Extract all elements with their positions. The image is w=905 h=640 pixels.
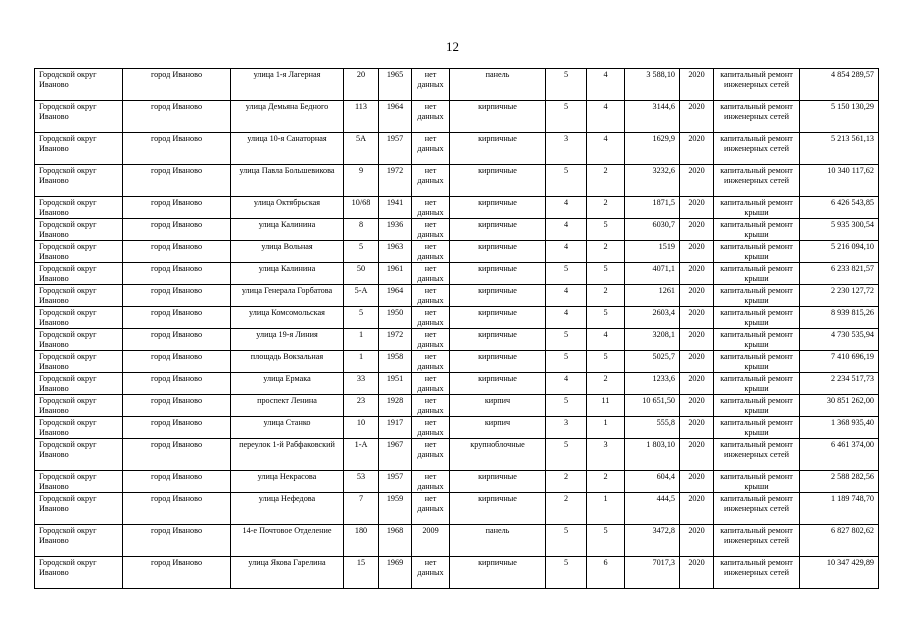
cell-work: капитальный ремонт инженерных сетей xyxy=(714,69,800,101)
cell-work-year: 2020 xyxy=(680,197,714,219)
cell-okrug: Городской округ Иваново xyxy=(35,165,123,197)
cell-street: улица 1-я Лагерная xyxy=(231,69,344,101)
cell-street: улица 10-я Санаторная xyxy=(231,133,344,165)
cell-year: 1959 xyxy=(379,493,412,525)
cell-area: 2603,4 xyxy=(625,307,680,329)
cell-house: 8 xyxy=(344,219,379,241)
cell-okrug: Городской округ Иваново xyxy=(35,525,123,557)
cell-area: 10 651,50 xyxy=(625,395,680,417)
cell-floors: 3 xyxy=(546,417,587,439)
cell-year: 1967 xyxy=(379,439,412,471)
cell-city: город Иваново xyxy=(123,439,231,471)
cell-house: 180 xyxy=(344,525,379,557)
cell-cost: 8 939 815,26 xyxy=(800,307,879,329)
cell-street: улица Калинина xyxy=(231,219,344,241)
cell-floors: 5 xyxy=(546,329,587,351)
table-row xyxy=(35,493,879,525)
cell-year2: нет данных xyxy=(412,373,450,395)
cell-year: 1972 xyxy=(379,329,412,351)
cell-year2: нет данных xyxy=(412,101,450,133)
cell-work: капитальный ремонт крыши xyxy=(714,197,800,219)
cell-material: кирпич xyxy=(450,395,546,417)
cell-street: улица Вольная xyxy=(231,241,344,263)
page-number: 12 xyxy=(446,39,459,54)
cell-city: город Иваново xyxy=(123,219,231,241)
cell-cost: 6 426 543,85 xyxy=(800,197,879,219)
cell-street: площадь Вокзальная xyxy=(231,351,344,373)
cell-work-year: 2020 xyxy=(680,101,714,133)
cell-floors: 5 xyxy=(546,351,587,373)
cell-house: 5А xyxy=(344,133,379,165)
cell-city: город Иваново xyxy=(123,263,231,285)
cell-work-year: 2020 xyxy=(680,417,714,439)
cell-city: город Иваново xyxy=(123,197,231,219)
cell-floors: 2 xyxy=(546,471,587,493)
table-row xyxy=(35,329,879,351)
cell-floors: 5 xyxy=(546,263,587,285)
cell-area: 604,4 xyxy=(625,471,680,493)
cell-cost: 6 233 821,57 xyxy=(800,263,879,285)
cell-work: капитальный ремонт инженерных сетей xyxy=(714,133,800,165)
cell-entrances: 4 xyxy=(587,329,625,351)
cell-area: 1 803,10 xyxy=(625,439,680,471)
cell-city: город Иваново xyxy=(123,395,231,417)
cell-street: улица Павла Большевикова xyxy=(231,165,344,197)
cell-okrug: Городской округ Иваново xyxy=(35,241,123,263)
cell-year: 1917 xyxy=(379,417,412,439)
cell-okrug: Городской округ Иваново xyxy=(35,285,123,307)
cell-okrug: Городской округ Иваново xyxy=(35,395,123,417)
table-row xyxy=(35,525,879,557)
cell-city: город Иваново xyxy=(123,525,231,557)
cell-street: 14-е Почтовое Отделение xyxy=(231,525,344,557)
cell-cost: 5 935 300,54 xyxy=(800,219,879,241)
cell-okrug: Городской округ Иваново xyxy=(35,439,123,471)
cell-city: город Иваново xyxy=(123,165,231,197)
cell-year2: нет данных xyxy=(412,329,450,351)
cell-entrances: 2 xyxy=(587,241,625,263)
cell-street: проспект Ленина xyxy=(231,395,344,417)
cell-area: 7017,3 xyxy=(625,557,680,589)
cell-city: город Иваново xyxy=(123,493,231,525)
cell-house: 10/68 xyxy=(344,197,379,219)
cell-house: 5 xyxy=(344,241,379,263)
cell-year2: нет данных xyxy=(412,351,450,373)
cell-entrances: 1 xyxy=(587,493,625,525)
cell-cost: 2 588 282,56 xyxy=(800,471,879,493)
cell-material: кирпичные xyxy=(450,373,546,395)
table-row xyxy=(35,241,879,263)
cell-street: улица 19-я Линия xyxy=(231,329,344,351)
cell-entrances: 3 xyxy=(587,439,625,471)
cell-cost: 5 213 561,13 xyxy=(800,133,879,165)
cell-street: улица Якова Гарелина xyxy=(231,557,344,589)
cell-area: 1233,6 xyxy=(625,373,680,395)
cell-floors: 4 xyxy=(546,307,587,329)
cell-work-year: 2020 xyxy=(680,285,714,307)
cell-house: 23 xyxy=(344,395,379,417)
cell-material: кирпич xyxy=(450,417,546,439)
cell-cost: 4 730 535,94 xyxy=(800,329,879,351)
cell-entrances: 4 xyxy=(587,101,625,133)
cell-material: кирпичные xyxy=(450,133,546,165)
cell-material: панель xyxy=(450,69,546,101)
cell-area: 5025,7 xyxy=(625,351,680,373)
cell-entrances: 4 xyxy=(587,69,625,101)
cell-work: капитальный ремонт крыши xyxy=(714,219,800,241)
cell-street: улица Октябрьская xyxy=(231,197,344,219)
cell-house: 1 xyxy=(344,329,379,351)
cell-okrug: Городской округ Иваново xyxy=(35,373,123,395)
cell-entrances: 5 xyxy=(587,219,625,241)
cell-street: улица Генерала Горбатова xyxy=(231,285,344,307)
cell-floors: 4 xyxy=(546,241,587,263)
cell-street: улица Ермака xyxy=(231,373,344,395)
cell-okrug: Городской округ Иваново xyxy=(35,69,123,101)
cell-entrances: 6 xyxy=(587,557,625,589)
cell-work-year: 2020 xyxy=(680,557,714,589)
cell-city: город Иваново xyxy=(123,351,231,373)
cell-cost: 5 150 130,29 xyxy=(800,101,879,133)
cell-year: 1957 xyxy=(379,133,412,165)
cell-house: 1 xyxy=(344,351,379,373)
cell-area: 3208,1 xyxy=(625,329,680,351)
cell-work: капитальный ремонт крыши xyxy=(714,373,800,395)
cell-street: улица Некрасова xyxy=(231,471,344,493)
cell-material: кирпичные xyxy=(450,285,546,307)
cell-floors: 5 xyxy=(546,557,587,589)
cell-cost: 30 851 262,00 xyxy=(800,395,879,417)
cell-work-year: 2020 xyxy=(680,471,714,493)
table-row xyxy=(35,197,879,219)
table-row xyxy=(35,373,879,395)
cell-house: 1-А xyxy=(344,439,379,471)
cell-work: капитальный ремонт инженерных сетей xyxy=(714,557,800,589)
cell-area: 444,5 xyxy=(625,493,680,525)
table-row xyxy=(35,219,879,241)
cell-house: 15 xyxy=(344,557,379,589)
cell-entrances: 1 xyxy=(587,417,625,439)
cell-house: 9 xyxy=(344,165,379,197)
cell-okrug: Городской округ Иваново xyxy=(35,307,123,329)
cell-entrances: 5 xyxy=(587,307,625,329)
cell-material: кирпичные xyxy=(450,263,546,285)
cell-material: крупноблочные xyxy=(450,439,546,471)
cell-floors: 4 xyxy=(546,219,587,241)
table-row xyxy=(35,285,879,307)
cell-area: 3472,8 xyxy=(625,525,680,557)
table-row xyxy=(35,101,879,133)
cell-material: кирпичные xyxy=(450,241,546,263)
cell-floors: 4 xyxy=(546,285,587,307)
cell-entrances: 2 xyxy=(587,197,625,219)
cell-year: 1936 xyxy=(379,219,412,241)
table-row xyxy=(35,439,879,471)
cell-year: 1928 xyxy=(379,395,412,417)
cell-year: 1964 xyxy=(379,101,412,133)
cell-city: город Иваново xyxy=(123,101,231,133)
cell-floors: 5 xyxy=(546,395,587,417)
cell-area: 555,8 xyxy=(625,417,680,439)
cell-material: кирпичные xyxy=(450,197,546,219)
capital-repair-table xyxy=(34,68,879,589)
cell-okrug: Городской округ Иваново xyxy=(35,557,123,589)
table-row xyxy=(35,471,879,493)
cell-material: кирпичные xyxy=(450,329,546,351)
cell-okrug: Городской округ Иваново xyxy=(35,471,123,493)
cell-work-year: 2020 xyxy=(680,395,714,417)
cell-work: капитальный ремонт крыши xyxy=(714,285,800,307)
cell-work: капитальный ремонт крыши xyxy=(714,241,800,263)
cell-work: капитальный ремонт крыши xyxy=(714,307,800,329)
cell-work-year: 2020 xyxy=(680,329,714,351)
cell-material: кирпичные xyxy=(450,351,546,373)
table-row xyxy=(35,395,879,417)
cell-floors: 2 xyxy=(546,493,587,525)
table-row xyxy=(35,417,879,439)
cell-year: 1961 xyxy=(379,263,412,285)
cell-entrances: 2 xyxy=(587,373,625,395)
cell-work-year: 2020 xyxy=(680,373,714,395)
cell-area: 1261 xyxy=(625,285,680,307)
cell-material: кирпичные xyxy=(450,471,546,493)
cell-cost: 1 189 748,70 xyxy=(800,493,879,525)
cell-cost: 4 854 289,57 xyxy=(800,69,879,101)
table-row xyxy=(35,263,879,285)
cell-area: 1629,9 xyxy=(625,133,680,165)
cell-work-year: 2020 xyxy=(680,165,714,197)
cell-work: капитальный ремонт крыши xyxy=(714,351,800,373)
cell-house: 5-А xyxy=(344,285,379,307)
cell-okrug: Городской округ Иваново xyxy=(35,197,123,219)
cell-city: город Иваново xyxy=(123,557,231,589)
cell-work-year: 2020 xyxy=(680,263,714,285)
cell-year2: нет данных xyxy=(412,197,450,219)
cell-year2: нет данных xyxy=(412,285,450,307)
cell-year: 1941 xyxy=(379,197,412,219)
cell-year2: нет данных xyxy=(412,471,450,493)
cell-year2: нет данных xyxy=(412,307,450,329)
cell-year: 1972 xyxy=(379,165,412,197)
cell-street: переулок 1-й Рабфаковский xyxy=(231,439,344,471)
cell-floors: 4 xyxy=(546,197,587,219)
cell-year2: нет данных xyxy=(412,557,450,589)
cell-city: город Иваново xyxy=(123,133,231,165)
cell-okrug: Городской округ Иваново xyxy=(35,133,123,165)
cell-house: 53 xyxy=(344,471,379,493)
cell-work: капитальный ремонт инженерных сетей xyxy=(714,101,800,133)
cell-city: город Иваново xyxy=(123,417,231,439)
cell-street: улица Калинина xyxy=(231,263,344,285)
cell-street: улица Демьяна Бедного xyxy=(231,101,344,133)
table-row xyxy=(35,351,879,373)
cell-year: 1950 xyxy=(379,307,412,329)
cell-year2: нет данных xyxy=(412,133,450,165)
cell-material: панель xyxy=(450,525,546,557)
cell-work: капитальный ремонт инженерных сетей xyxy=(714,165,800,197)
cell-area: 1871,5 xyxy=(625,197,680,219)
cell-year2: нет данных xyxy=(412,263,450,285)
cell-city: город Иваново xyxy=(123,373,231,395)
cell-cost: 6 461 374,00 xyxy=(800,439,879,471)
cell-okrug: Городской округ Иваново xyxy=(35,101,123,133)
cell-floors: 5 xyxy=(546,439,587,471)
cell-area: 3232,6 xyxy=(625,165,680,197)
cell-material: кирпичные xyxy=(450,219,546,241)
cell-house: 5 xyxy=(344,307,379,329)
table-row xyxy=(35,307,879,329)
cell-house: 20 xyxy=(344,69,379,101)
cell-year: 1963 xyxy=(379,241,412,263)
cell-entrances: 2 xyxy=(587,285,625,307)
cell-okrug: Городской округ Иваново xyxy=(35,351,123,373)
cell-year2: нет данных xyxy=(412,439,450,471)
cell-house: 33 xyxy=(344,373,379,395)
cell-house: 113 xyxy=(344,101,379,133)
cell-work: капитальный ремонт крыши xyxy=(714,395,800,417)
cell-floors: 5 xyxy=(546,165,587,197)
cell-work: капитальный ремонт крыши xyxy=(714,417,800,439)
cell-year2: нет данных xyxy=(412,165,450,197)
cell-area: 3144,6 xyxy=(625,101,680,133)
cell-year2: нет данных xyxy=(412,69,450,101)
cell-city: город Иваново xyxy=(123,329,231,351)
cell-year2: нет данных xyxy=(412,417,450,439)
cell-street: улица Станко xyxy=(231,417,344,439)
cell-entrances: 11 xyxy=(587,395,625,417)
cell-city: город Иваново xyxy=(123,285,231,307)
cell-work-year: 2020 xyxy=(680,69,714,101)
table-row xyxy=(35,557,879,589)
cell-work-year: 2020 xyxy=(680,525,714,557)
cell-cost: 10 340 117,62 xyxy=(800,165,879,197)
cell-work-year: 2020 xyxy=(680,133,714,165)
cell-okrug: Городской округ Иваново xyxy=(35,417,123,439)
cell-work-year: 2020 xyxy=(680,219,714,241)
table-row xyxy=(35,69,879,101)
cell-cost: 2 234 517,73 xyxy=(800,373,879,395)
cell-year: 1958 xyxy=(379,351,412,373)
cell-cost: 1 368 935,40 xyxy=(800,417,879,439)
cell-work-year: 2020 xyxy=(680,241,714,263)
cell-floors: 4 xyxy=(546,373,587,395)
cell-street: улица Комсомольская xyxy=(231,307,344,329)
cell-entrances: 5 xyxy=(587,351,625,373)
cell-city: город Иваново xyxy=(123,471,231,493)
cell-entrances: 2 xyxy=(587,165,625,197)
cell-year2: 2009 xyxy=(412,525,450,557)
cell-work: капитальный ремонт инженерных сетей xyxy=(714,493,800,525)
cell-material: кирпичные xyxy=(450,165,546,197)
table-row xyxy=(35,165,879,197)
table-body xyxy=(35,69,879,589)
cell-entrances: 2 xyxy=(587,471,625,493)
cell-work: капитальный ремонт инженерных сетей xyxy=(714,525,800,557)
cell-floors: 5 xyxy=(546,69,587,101)
cell-entrances: 5 xyxy=(587,525,625,557)
cell-street: улица Нефедова xyxy=(231,493,344,525)
cell-year: 1964 xyxy=(379,285,412,307)
cell-okrug: Городской округ Иваново xyxy=(35,493,123,525)
cell-entrances: 4 xyxy=(587,133,625,165)
cell-cost: 6 827 802,62 xyxy=(800,525,879,557)
cell-work: капитальный ремонт крыши xyxy=(714,263,800,285)
cell-city: город Иваново xyxy=(123,69,231,101)
cell-cost: 2 230 127,72 xyxy=(800,285,879,307)
cell-floors: 5 xyxy=(546,101,587,133)
cell-entrances: 5 xyxy=(587,263,625,285)
cell-work: капитальный ремонт крыши xyxy=(714,329,800,351)
cell-okrug: Городской округ Иваново xyxy=(35,219,123,241)
cell-house: 50 xyxy=(344,263,379,285)
cell-year2: нет данных xyxy=(412,395,450,417)
cell-year: 1969 xyxy=(379,557,412,589)
cell-work-year: 2020 xyxy=(680,439,714,471)
cell-cost: 10 347 429,89 xyxy=(800,557,879,589)
cell-work: капитальный ремонт крыши xyxy=(714,471,800,493)
cell-okrug: Городской округ Иваново xyxy=(35,263,123,285)
cell-floors: 5 xyxy=(546,525,587,557)
cell-area: 4071,1 xyxy=(625,263,680,285)
cell-floors: 3 xyxy=(546,133,587,165)
cell-house: 10 xyxy=(344,417,379,439)
cell-work-year: 2020 xyxy=(680,493,714,525)
cell-year2: нет данных xyxy=(412,219,450,241)
cell-house: 7 xyxy=(344,493,379,525)
cell-year: 1951 xyxy=(379,373,412,395)
cell-city: город Иваново xyxy=(123,307,231,329)
cell-material: кирпичные xyxy=(450,557,546,589)
cell-area: 3 588,10 xyxy=(625,69,680,101)
cell-work: капитальный ремонт инженерных сетей xyxy=(714,439,800,471)
cell-city: город Иваново xyxy=(123,241,231,263)
cell-year2: нет данных xyxy=(412,493,450,525)
cell-year: 1965 xyxy=(379,69,412,101)
cell-material: кирпичные xyxy=(450,307,546,329)
table-row xyxy=(35,133,879,165)
cell-work-year: 2020 xyxy=(680,307,714,329)
cell-cost: 5 216 094,10 xyxy=(800,241,879,263)
cell-year: 1968 xyxy=(379,525,412,557)
cell-year: 1957 xyxy=(379,471,412,493)
cell-work-year: 2020 xyxy=(680,351,714,373)
cell-area: 6030,7 xyxy=(625,219,680,241)
cell-okrug: Городской округ Иваново xyxy=(35,329,123,351)
cell-material: кирпичные xyxy=(450,493,546,525)
cell-cost: 7 410 696,19 xyxy=(800,351,879,373)
cell-year2: нет данных xyxy=(412,241,450,263)
cell-material: кирпичные xyxy=(450,101,546,133)
cell-area: 1519 xyxy=(625,241,680,263)
